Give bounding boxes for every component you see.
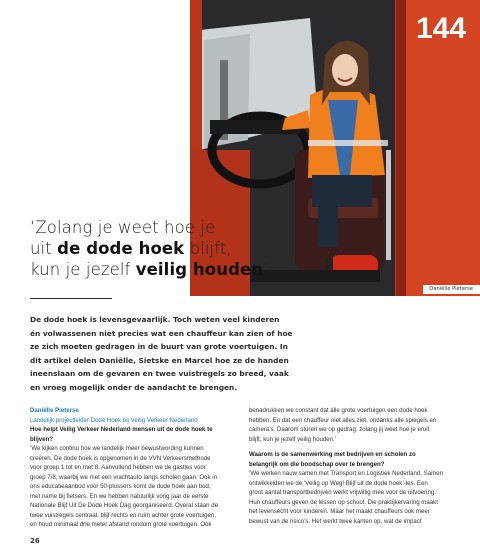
body-line: Hun chauffeurs geven de lessen op school. Die praktijkervaring maakt [249, 498, 438, 506]
body-line: creëren. De dode hoek is opgenomen in de VVN Verkeersmethode [30, 454, 211, 462]
body-line: twee vuistregels centraal: blijf rechts en ruim achter grote voertuigen, [30, 511, 216, 519]
body-line: groot aantal transportbedrijven werkt vrijwillig mee voor de uitvoering. [249, 489, 436, 496]
right-column [249, 406, 461, 526]
body-line: voor groep 1 tot en met 8. Aanvullend hebben we de gastles voor [30, 464, 206, 471]
body-line: en houd minimaal drie meter afstand rondom grote voertuigen. Ook [30, 521, 212, 528]
body-line: ‘We kijken continu hoe we landelijk meer bewustwording kunnen [30, 445, 204, 452]
intro-line: ze zich moeten gedragen in de buurt van grote voertuigen. In [30, 342, 288, 352]
photo-credit: Daniëlle Pieterse [423, 285, 480, 294]
quote-line-2: uit de dode hoek blijft, [30, 239, 232, 258]
author-role: Landelijk projectleider Dode Hoek bij Veilig Verkeer Nederland [30, 416, 198, 424]
intro-line: De dode hoek is levensgevaarlijk. Toch weten veel kinderen [30, 315, 280, 324]
author-name: Daniëlle Pieterse [30, 407, 79, 414]
quote-line-3: kun je jezelf veilig houden’ [30, 260, 269, 279]
interview-question: Hoe helpt Veilig Verkeer Nederland mensen uit de dode hoek te [30, 426, 213, 433]
body-line: blijft, kun je jezelf veilig houden.’ [249, 435, 337, 443]
body-line: ontwikkelden we de ‘Veilig op Weg! Blijf uit de dode hoek’-les. Een [249, 479, 428, 487]
truck-number: 144 [416, 12, 467, 45]
intro-line: en vroeg mogelijk onder de aandacht te brengen. [30, 382, 238, 392]
body-line: ons educatieaanbod voor 50-plussers komt de dode hoek aan bod, [30, 483, 211, 490]
body-line: ‘We werken nauw samen met Transport en Logistiek Nederland. Samen [249, 470, 443, 477]
quote-line-1: ‘Zolang je weet hoe je [30, 218, 216, 237]
body-line: bewust van de risico's. Het werkt twee kanten op, wat de impact [249, 517, 422, 525]
quote-divider [30, 298, 112, 299]
pull-quote [30, 217, 320, 280]
body-line: hebben. En dat een chauffeur niet alles ziet, ondanks alle spiegels en [249, 416, 437, 424]
body-line: met name bij fietsers. En we hebben natuurlijk vorig jaar de eerste [30, 492, 209, 500]
intro-line: dit artikel delen Daniëlle, Sietske en Marcel hoe ze de handen [30, 355, 289, 365]
body-line: groep 7/8, waarbij we met een vrachtauto langs scholen gaan. Ook in [30, 473, 217, 481]
quote-emphasis-veilig-houden: veilig houden [135, 260, 264, 279]
interview-question: blijven? [30, 435, 54, 443]
intro-paragraph [30, 313, 450, 395]
intro-line: ineenslaan om de gevaren en twee vuistregels zo breed, vaak [30, 369, 289, 379]
interview-question: Waarom is de samenwerking met bedrijven en scholen zo [249, 451, 416, 458]
body-line: Nationale Blijf Uit De Dode Hoek Dag georganiseerd. Overal staan de [30, 502, 218, 509]
body-line: het levensecht voor kinderen. Maar het maakt chauffeurs ook meer [249, 508, 430, 515]
quote-emphasis-dode-hoek: de dode hoek [57, 239, 185, 258]
interview-question: belangrijk om die boodschap over te brengen? [249, 460, 385, 468]
intro-line: én volwassenen niet precies wat een chauffeur kan zien of hoe [30, 328, 293, 338]
left-column [30, 406, 232, 530]
body-line: benadrukken we constant dat álle grote voertuigen een dode hoek [249, 407, 428, 414]
page-number: 26 [30, 537, 40, 545]
body-line: camera's. Daarom sturen we op gedrag: zolang jij weet hoe je eruit [249, 426, 430, 433]
